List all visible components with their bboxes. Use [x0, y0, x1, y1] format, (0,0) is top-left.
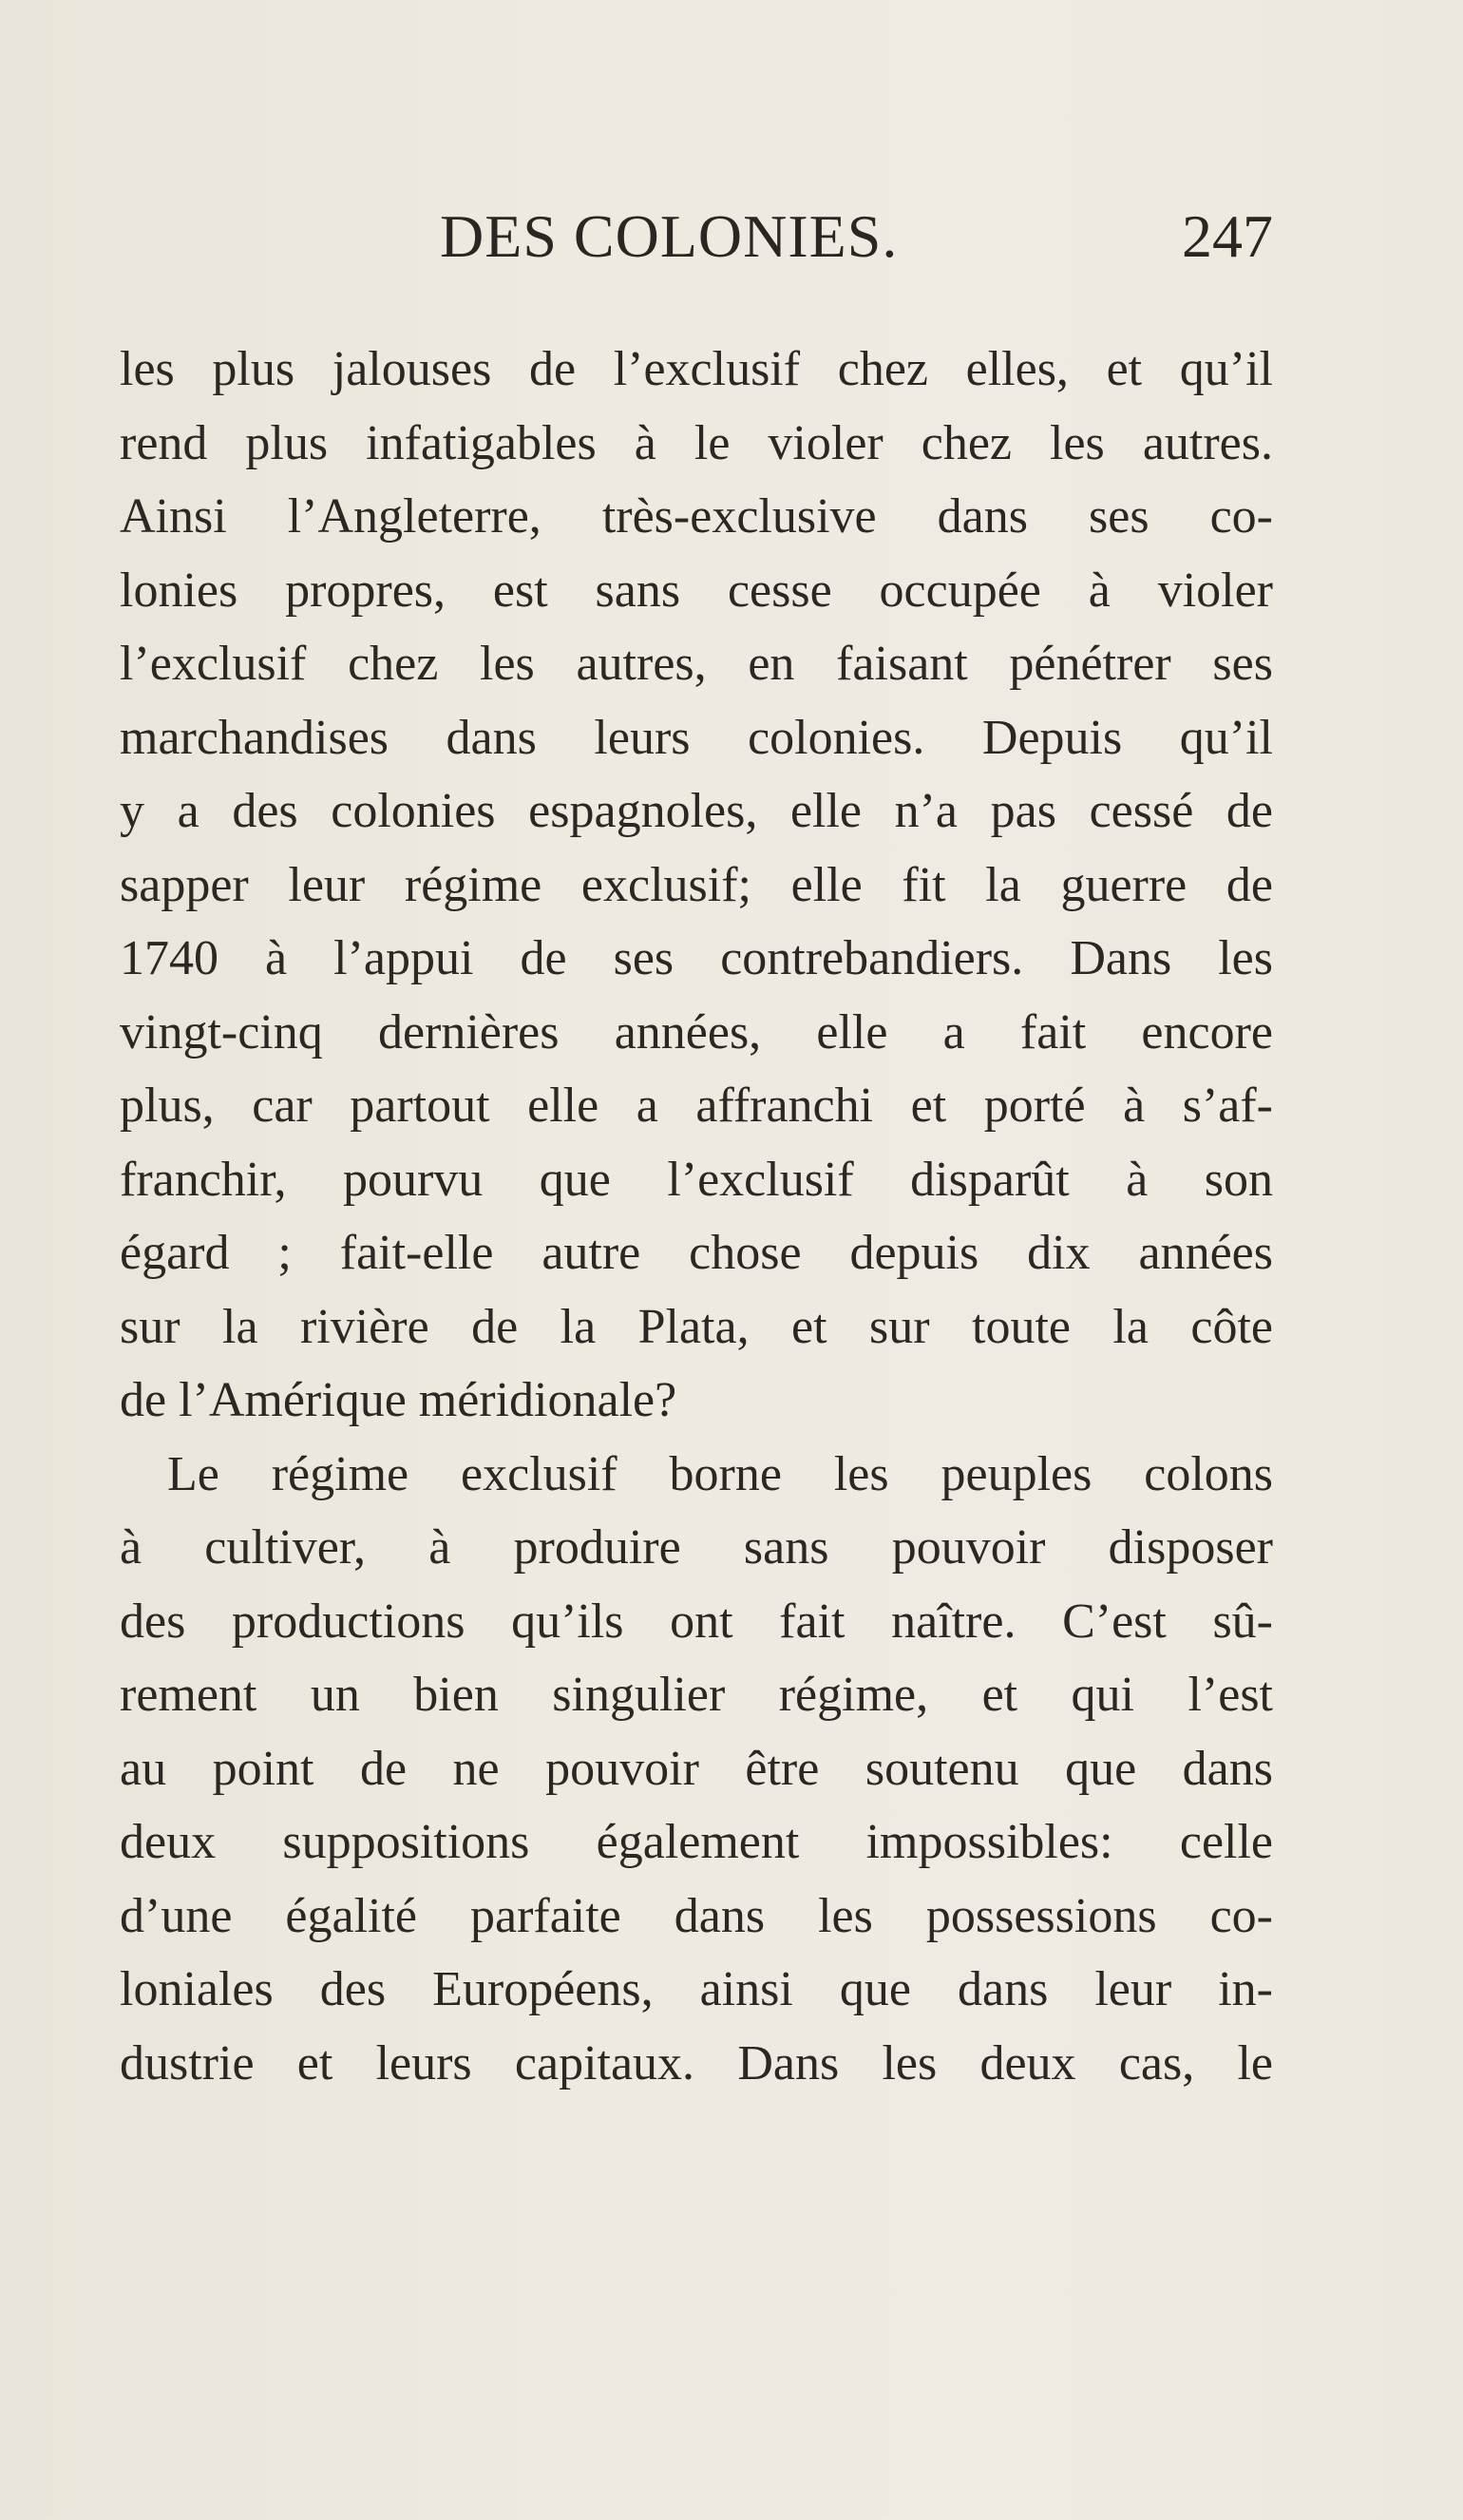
text-line: 1740 à l’appui de ses contrebandiers. Dans les [120, 931, 1273, 985]
text-line: rement un bien singulier régime, et qui l’est [120, 1668, 1273, 1722]
running-title: DES COLONIES. [440, 202, 899, 270]
text-line: plus, car partout elle a affranchi et porté à s’af- [120, 1079, 1273, 1133]
text-line: l’exclusif chez les autres, en faisant pénétrer ses [120, 637, 1273, 691]
text-line: marchandises dans leurs colonies. Depuis qu’il [120, 710, 1273, 765]
text-line: sur la rivière de la Plata, et sur toute la côte [120, 1299, 1273, 1354]
text-line: y a des colonies espagnoles, elle n’a pas cessé de [120, 784, 1273, 838]
text-line: dustrie et leurs capitaux. Dans les deux cas, le [120, 2035, 1273, 2090]
text-line: rend plus infatigables à le violer chez les autres. [120, 415, 1273, 470]
text-line: à cultiver, à produire sans pouvoir disposer [120, 1520, 1273, 1575]
text-line: les plus jalouses de l’exclusif chez elles, et qu’il [120, 342, 1273, 396]
text-line: lonies propres, est sans cesse occupée à violer [120, 563, 1273, 618]
text-line: au point de ne pouvoir être soutenu que dans [120, 1741, 1273, 1796]
text-line: de l’Amérique méridionale? [120, 1373, 677, 1427]
text-line: des productions qu’ils ont fait naître. C’est sû- [120, 1594, 1273, 1649]
text-line: égard ; fait-elle autre chose depuis dix années [120, 1226, 1273, 1280]
page-header [120, 201, 1273, 277]
text-line: sapper leur régime exclusif; elle fit la guerre de [120, 857, 1273, 912]
text-line: vingt-cinq dernières années, elle a fait encore [120, 1004, 1273, 1060]
text-line: deux suppositions également impossibles: celle [120, 1815, 1273, 1869]
text-line: Le régime exclusif borne les peuples colons [167, 1446, 1273, 1501]
text-line: Ainsi l’Angleterre, très-exclusive dans ses co- [120, 489, 1273, 544]
body-text [120, 333, 1273, 2100]
text-line: loniales des Européens, ainsi que dans leur in- [120, 1962, 1273, 2016]
text-line: franchir, pourvu que l’exclusif disparût à son [120, 1152, 1273, 1207]
page-number: 247 [1182, 202, 1273, 270]
text-line: d’une égalité parfaite dans les possessions co- [120, 1888, 1273, 1943]
